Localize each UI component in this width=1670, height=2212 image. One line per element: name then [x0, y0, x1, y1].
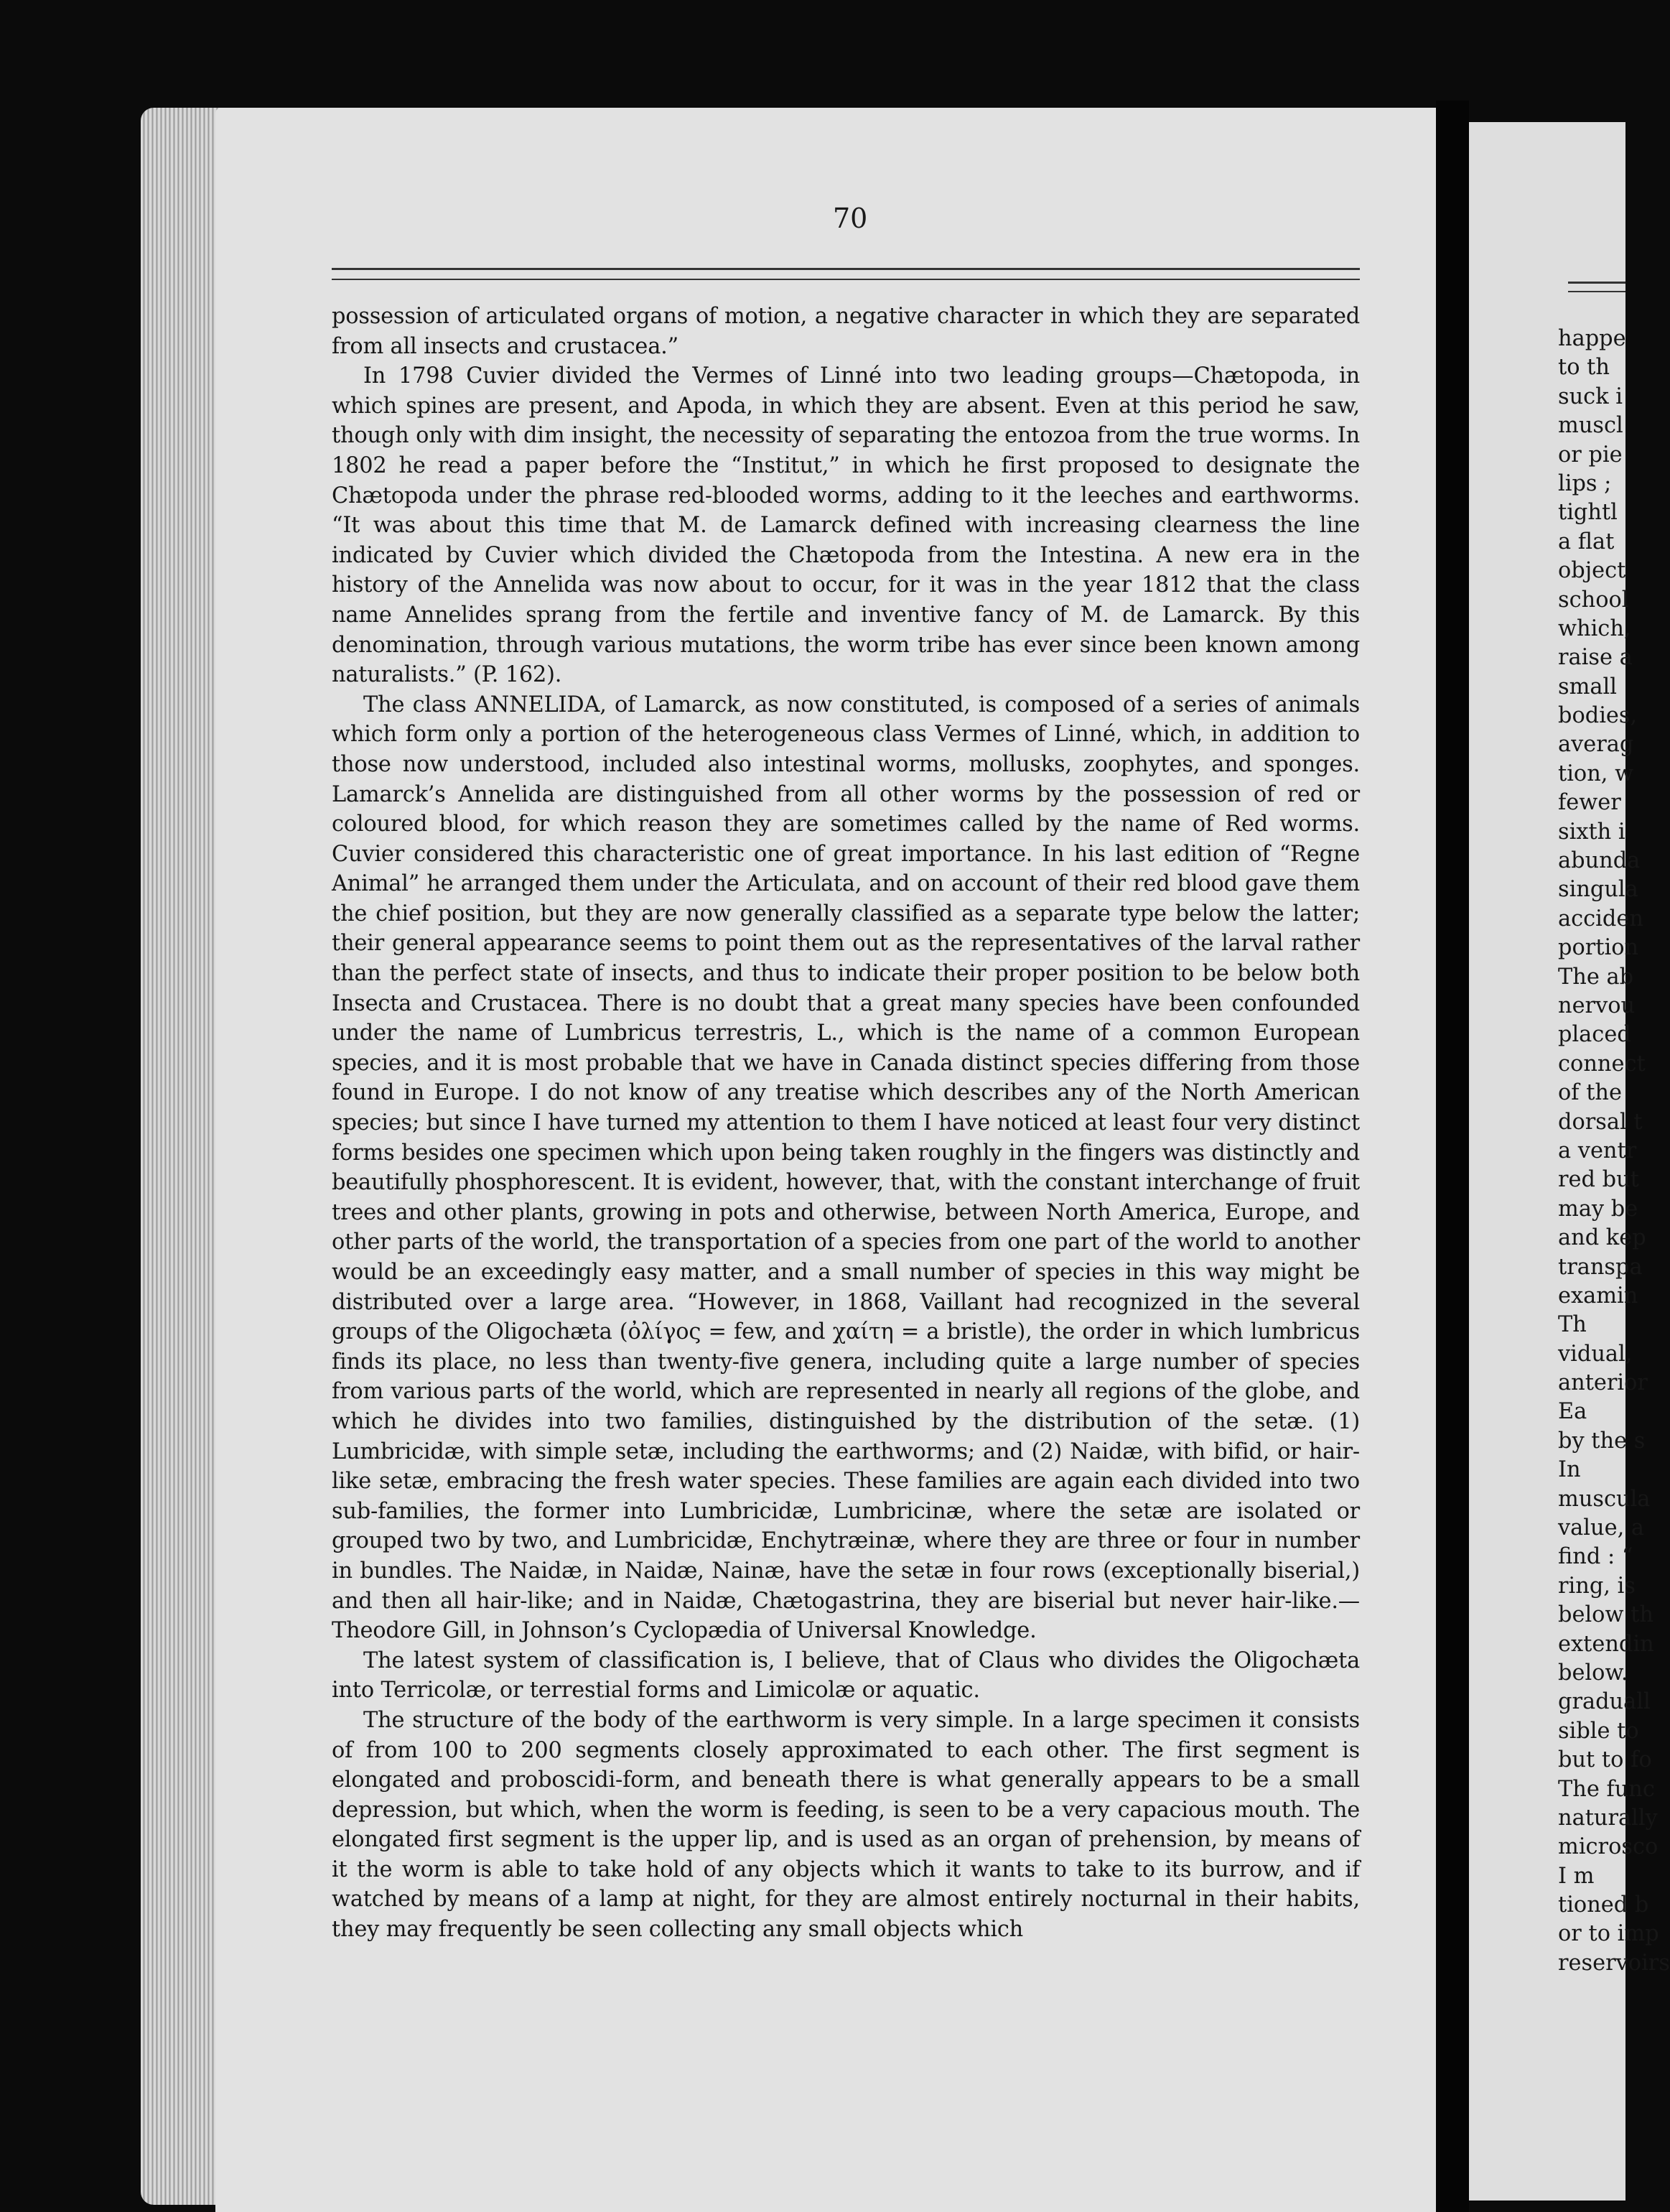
paragraph: In 1798 Cuvier divided the Vermes of Linné into two leading groups—Chætopoda, in which spines are present, and Apoda, in which they are absent. Even at this period he saw, though only with dim insight, the necessity of separating the entozoa from the true worms. In 1802 he read a paper before the “Institut,” in which he first proposed to designate the Chætopoda under the phrase red-blooded worms, adding to it the leeches and earthworms. “It was about this time that M. de Lamarck defined with increasing clearness the line indicated by Cuvier which divided the Chætopoda from the Intestina. A new era in the history of the Annelida was now about to occur, for it was in the year 1812 that the class name Annelides sprang from the fertile and inventive fancy of M. de Lamarck. By this denomination, through various mutations, the worm tribe has ever since been known among naturalists.” (P. 162). [332, 363, 1360, 688]
right-page-line: sixth i [1558, 819, 1625, 845]
right-page-line: acciden [1558, 906, 1643, 931]
right-page-line: reservoirs [1558, 1950, 1670, 1976]
right-page-line: The func [1558, 1776, 1655, 1802]
right-page-line: graduall [1558, 1689, 1651, 1715]
right-page-line: In [1558, 1457, 1581, 1483]
page-number: 70 [833, 203, 868, 234]
right-page-line: school [1558, 587, 1629, 613]
right-page-text [1558, 325, 1670, 1978]
paragraph: The latest system of classification is, I believe, that of Claus who divides the Oligochæta into Terricolæ, or terrestial forms and Limicolæ or aquatic. [332, 1648, 1360, 1704]
right-page-line: to th [1558, 355, 1610, 381]
right-page-line: The ab [1558, 964, 1634, 990]
right-page-line: tion, w [1558, 761, 1634, 786]
right-page-line: singula [1558, 877, 1638, 903]
right-page-line: vidual, [1558, 1341, 1633, 1367]
right-page-line: find : “ [1558, 1544, 1633, 1570]
body-text [332, 302, 1360, 1945]
right-page-line: which, [1558, 615, 1631, 641]
right-page-line: microsco [1558, 1834, 1659, 1860]
right-page-line: connect [1558, 1051, 1646, 1077]
right-page-line: suck i [1558, 384, 1623, 409]
right-page-line: fewer [1558, 790, 1621, 816]
right-page-line: nervou [1558, 993, 1636, 1018]
right-page-line: muscl [1558, 413, 1623, 439]
right-page-line: or pie [1558, 442, 1623, 468]
paragraph: The structure of the body of the earthworm is very simple. In a large specimen it consists of from 100 to 200 segments closely approximated to each other. The first segment is elongated and proboscidi-form, and beneath there is what generally appears to be a small depression, but which, when the worm is feeding, is seen to be a very capacious mouth. The elongated first segment is the upper lip, and is used as an organ of prehension, by means of it the worm is able to take hold of any objects which it wants to take to its burrow, and if watched by means of a lamp at night, for they are almost entirely nocturnal in their habits, they may frequently be seen collecting any small objects which [332, 1707, 1360, 1943]
right-page-line: lips ; [1558, 470, 1612, 496]
book-gutter [1436, 101, 1469, 2212]
paragraph: The class ANNELIDA, of Lamarck, as now constituted, is composed of a series of animals which form only a portion of the heterogeneous class Vermes of Linné, which, in addition to those now understood, included also intestinal worms, mollusks, zoophytes, and sponges. Lamarck’s Annelida are distinguished from all other worms by the possession of red or coloured blood, for which reason they are sometimes called by the name of Red worms. Cuvier considered this characteristic one of great importance. In his last edition of “Regne Animal” he arranged them under the Articulata, and on account of their red blood gave them the chief position, but they are now generally classified as a separate type below the latter; their general appearance seems to point them out as the representatives of the larval rather than the perfect state of insects, and thus to indicate their proper position to be below both Insecta and Crustacea. There is no doubt that a great many species have been confounded under the name of Lumbricus terrestris, L., which is the name of a common European species, and it is most probable that we have in Canada distinct species differing from those found in Europe. I do not know of any treatise which describes any of the North American species; but since I have turned my attention to them I have noticed at least four very distinct forms besides one specimen which upon being taken roughly in the fingers was distinctly and beautifully phosphorescent. It is evident, however, that, with the constant interchange of fruit trees and other plants, growing in pots and otherwise, between North America, Europe, and other parts of the world, the transportation of a species from one part of the world to another would be an exceedingly easy matter, and a small number of species in this way might be distributed over a large area. “However, in 1868, Vaillant had recognized in the several groups of the Oligochæta (ὀλίγος = few, and χαίτη = a bristle), the order in which lumbricus finds its place, no less than twenty-five genera, including quite a large number of species from various parts of the world, which are represented in nearly all regions of the globe, and which he divides into two families, distinguished by the distribution of the setæ. (1) Lumbricidæ, with simple setæ, including the earthworms; and (2) Naidæ, with bifid, or hair-like setæ, embracing the fresh water species. These families are again each divided into two sub-families, the former into Lumbricidæ, Lumbricinæ, where the setæ are isolated or grouped two by two, and Lumbricidæ, Enchytræinæ, where they are three or four in number in bundles. The Naidæ, in Naidæ, Nainæ, have the setæ in four rows (exceptionally biserial,) and then all hair-like; and in Naidæ, Chætogastrina, they are biserial but never hair-like.—Theodore Gill, in Johnson’s Cyclopædia of Universal Knowledge. [332, 692, 1360, 1644]
right-page-line: transpa [1558, 1254, 1643, 1280]
right-page-line: happe [1558, 326, 1626, 351]
right-page-line: tioned b [1558, 1892, 1649, 1918]
right-page-line: muscula [1558, 1486, 1651, 1512]
right-page-line: abunda [1558, 848, 1641, 874]
right-page-line: object [1558, 558, 1626, 584]
right-page-line: may be [1558, 1196, 1638, 1222]
header-rule [332, 268, 1360, 280]
right-page-line: Th [1558, 1312, 1587, 1338]
right-page-line: but to fo [1558, 1747, 1652, 1773]
right-page-line: sible to [1558, 1718, 1639, 1744]
right-page-line: bodies, [1558, 703, 1638, 729]
right-page-line: averag [1558, 732, 1634, 758]
right-page-line: raise a [1558, 645, 1633, 671]
right-page-line: by the s [1558, 1428, 1646, 1454]
right-page-line: ring, is [1558, 1573, 1636, 1599]
right-page-line: portion [1558, 935, 1639, 961]
right-page-line: and kep [1558, 1225, 1646, 1251]
right-page-line: below th [1558, 1602, 1653, 1628]
right-page-line: a flat [1558, 529, 1615, 554]
right-page-line: of the [1558, 1080, 1622, 1106]
right-page-line: examin [1558, 1283, 1638, 1309]
right-page-line: anterior [1558, 1370, 1648, 1396]
right-page-line: small [1558, 674, 1617, 700]
right-page-line: dorsal t [1558, 1109, 1643, 1135]
right-page-line: or to imp [1558, 1921, 1659, 1947]
right-page-line: naturally [1558, 1805, 1658, 1831]
right-page-line: Ea [1558, 1399, 1587, 1425]
right-page-line: a ventr [1558, 1138, 1637, 1163]
right-page-line: I m [1558, 1863, 1595, 1889]
right-page-line: red but [1558, 1167, 1639, 1193]
right-page-line: below. [1558, 1660, 1628, 1686]
right-page-line: placed [1558, 1022, 1631, 1048]
right-page-line: tightl [1558, 500, 1618, 526]
right-page-line: extendin [1558, 1631, 1654, 1657]
paragraph: possession of articulated organs of motion, a negative character in which they are separated from all insects and crustacea.” [332, 304, 1360, 359]
right-page-rule [1568, 282, 1625, 292]
right-page-line: value, a [1558, 1515, 1645, 1541]
